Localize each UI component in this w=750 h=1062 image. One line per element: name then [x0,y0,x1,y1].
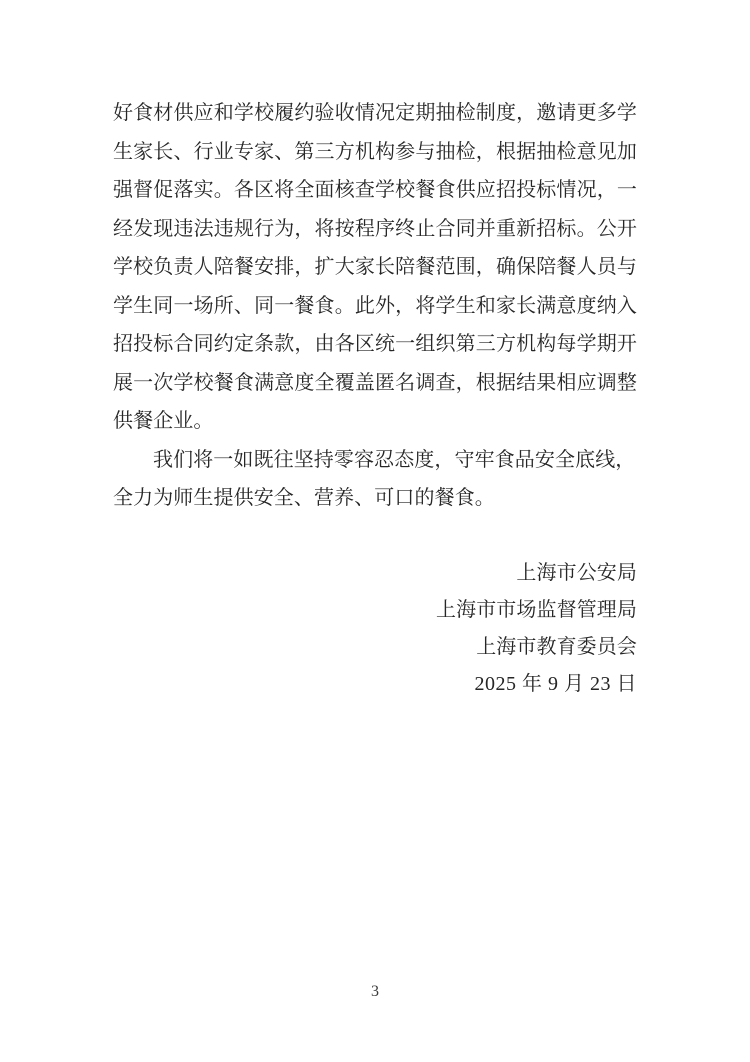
issuer-agency: 上海市市场监督管理局 [436,598,637,621]
body-text-line: 好食材供应和学校履约验收情况定期抽检制度，邀请更多学 [113,102,637,124]
signature-block [113,555,637,704]
body-text-line: 强督促落实。各区将全面核查学校餐食供应招投标情况，一 [113,179,637,201]
paragraph-1 [113,94,637,441]
body-text-line: 展一次学校餐食满意度全覆盖匿名调查，根据结果相应调整 [113,371,637,394]
blank-line [113,518,637,555]
body-text-line: 我们将一如既往坚持零容忍态度，守牢食品安全底线， [153,448,636,471]
body-text-line: 供餐企业。 [113,410,214,432]
document-body [113,94,637,704]
body-text-line: 经发现违法违规行为，将按程序终止合同并重新招标。公开 [113,217,637,240]
page-number: 3 [371,983,379,1000]
body-text-line: 生家长、行业专家、第三方机构参与抽检，根据抽检意见加 [113,140,637,163]
body-text-line: 全力为师生提供安全、营养、可口的餐食。 [113,487,495,509]
issuer-agency: 上海市公安局 [516,561,637,584]
issuer-agency: 上海市教育委员会 [476,636,637,659]
body-text-line: 学生同一场所、同一餐食。此外，将学生和家长满意度纳入 [113,294,637,317]
paragraph-2 [113,441,637,518]
body-text-line: 招投标合同约定条款，由各区统一组织第三方机构每学期开 [113,333,637,355]
issue-date: 2025 年 9 月 23 日 [474,673,637,696]
body-text-line: 学校负责人陪餐安排，扩大家长陪餐范围，确保陪餐人员与 [113,256,637,278]
